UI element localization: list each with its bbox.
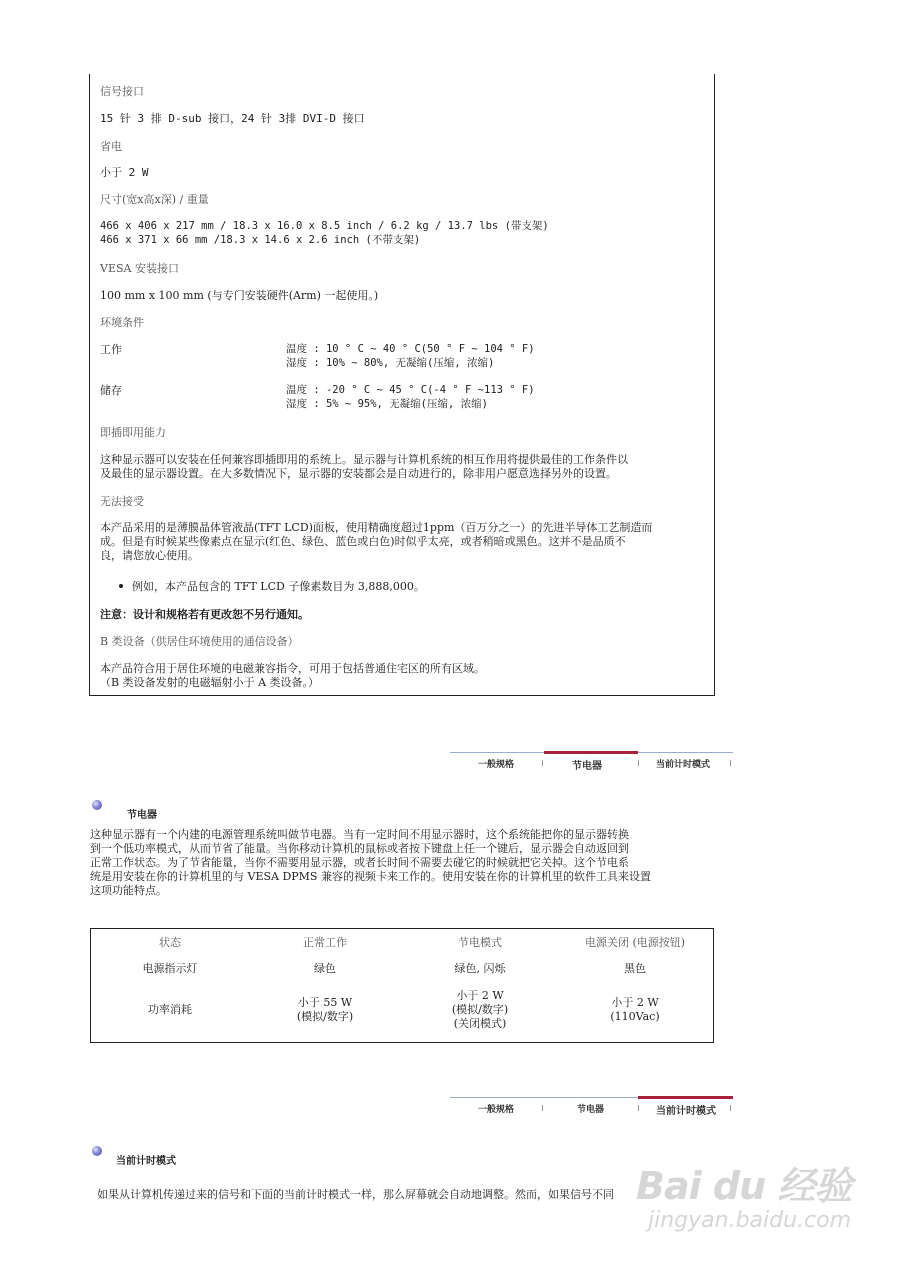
tab-separator	[542, 1105, 543, 1111]
env-store-temp: 温度 : -20 ° C ~ 45 ° C(-4 ° F ~113 ° F)	[286, 384, 535, 396]
classb-text-2: （B 类设备发射的电磁辐射小于 A 类设备。）	[100, 676, 320, 689]
table-cell: (110Vac)	[610, 1010, 660, 1023]
active-tab-highlight	[638, 1096, 733, 1099]
tab-separator	[638, 1105, 639, 1111]
table-cell: (模拟/数字)	[296, 1010, 354, 1023]
tab-separator	[638, 760, 639, 766]
section-bullet-icon	[92, 1146, 102, 1156]
table-cell: 黑色	[624, 962, 646, 975]
unacceptable-text-1: 本产品采用的是薄膜晶体管液晶(TFT LCD)面板，使用精确度超过1ppm（百万分之一）的先进半导体工艺制造而	[100, 521, 653, 534]
env-store-label: 储存	[100, 384, 122, 397]
size-label: 尺寸(宽x高x深) / 重量	[100, 193, 209, 206]
powersaver-text-1: 这种显示器有一个内建的电源管理系统叫做节电器。当有一定时间不用显示器时，这个系统能把你的显示器转换	[90, 828, 629, 841]
baidu-watermark	[636, 1150, 886, 1260]
tab-timing[interactable]: 当前计时模式	[656, 1106, 716, 1117]
table-cell: 绿色, 闪烁	[454, 962, 506, 975]
tab-separator	[730, 760, 731, 766]
env-label: 环境条件	[100, 316, 144, 329]
table-cell: (关闭模式)	[453, 1017, 507, 1030]
powersaver-title: 节电器	[127, 810, 157, 821]
powersaver-text-5: 这项功能特点。	[90, 884, 167, 897]
tab-separator	[730, 1105, 731, 1111]
table-header-off: 电源关闭 (电源按钮)	[584, 936, 686, 949]
active-tab-highlight	[544, 751, 638, 754]
power-value: 小于 2 W	[100, 166, 149, 179]
watermark-logo: Bai du 经验	[636, 1164, 852, 1208]
table-header-saving: 节电模式	[458, 936, 502, 949]
timing-text-1: 如果从计算机传递过来的信号和下面的当前计时模式一样，那么屏幕就会自动地调整。然而，如果信号不同	[97, 1188, 614, 1201]
tab-bar-1	[450, 752, 733, 774]
list-bullet	[119, 584, 123, 588]
size-value-2: 466 x 371 x 66 mm /18.3 x 14.6 x 2.6 inch (不带支架)	[100, 234, 421, 246]
table-cell: 小于 55 W	[297, 996, 353, 1009]
table-cell: 小于 2 W	[611, 996, 659, 1009]
section-bullet-icon	[92, 800, 102, 810]
unacceptable-text-2: 成。但是有时候某些像素点在显示(红色、绿色、蓝色或白色)时似乎太亮，或者稍暗或黑色。这并不是品质不	[100, 535, 626, 548]
tab-general[interactable]: 一般规格	[478, 1105, 515, 1115]
tab-general[interactable]: 一般规格	[478, 760, 515, 770]
tab-powersaver[interactable]: 节电器	[572, 761, 602, 772]
watermark-url: jingyan.baidu.com	[648, 1208, 852, 1233]
size-value-1: 466 x 406 x 217 mm / 18.3 x 16.0 x 8.5 inch / 6.2 kg / 13.7 lbs (带支架)	[100, 220, 549, 232]
tab-timing[interactable]: 当前计时模式	[656, 760, 711, 770]
unacceptable-label: 无法接受	[100, 495, 144, 508]
vesa-value: 100 mm x 100 mm (与专门安装硬件(Arm) 一起使用。)	[100, 289, 379, 302]
table-cell: (模拟/数字)	[451, 1003, 509, 1016]
env-work-temp: 温度 : 10 ° C ~ 40 ° C(50 ° F ~ 104 ° F)	[286, 343, 535, 355]
table-cell: 小于 2 W	[456, 989, 504, 1002]
classb-text-1: 本产品符合用于居住环境的电磁兼容指令，可用于包括普通住宅区的所有区域。	[100, 662, 485, 675]
pnp-label: 即插即用能力	[100, 426, 166, 439]
env-work-hum: 湿度 : 10% ~ 80%, 无凝缩(压缩, 浓缩)	[286, 357, 495, 369]
pnp-text-1: 这种显示器可以安装在任何兼容即插即用的系统上。显示器与计算机系统的相互作用将提供最佳的工作条件以	[100, 453, 628, 466]
tab-powersaver[interactable]: 节电器	[577, 1105, 605, 1115]
tab-bar-2	[450, 1097, 733, 1119]
table-cell: 电源指示灯	[142, 962, 198, 975]
powersaver-text-2: 到一个低功率模式，从而节省了能量。当你移动计算机的鼠标或者按下键盘上任一个键后，显示器会自动返回到	[90, 842, 629, 855]
vesa-label: VESA 安装接口	[100, 262, 179, 275]
notice-text: 注意：设计和规格若有更改恕不另行通知。	[100, 608, 309, 621]
pnp-text-2: 及最佳的显示器设置。在大多数情况下，显示器的安装都会是自动进行的，除非用户愿意选择另外的设置。	[100, 467, 617, 480]
tab-separator	[542, 760, 543, 766]
table-cell: 功率消耗	[148, 1003, 192, 1016]
signal-label: 信号接口	[100, 85, 144, 98]
signal-value: 15 针 3 排 D-sub 接口，24 针 3排 DVI-D 接口	[100, 112, 365, 125]
env-store-hum: 湿度 : 5% ~ 95%, 无凝缩(压缩, 浓缩)	[286, 398, 488, 410]
powersaver-text-3: 正常工作状态。为了节省能量，当你不需要用显示器，或者长时间不需要去碰它的时候就把它关掉。这个节电系	[90, 856, 629, 869]
power-label: 省电	[100, 140, 122, 153]
table-cell: 绿色	[314, 962, 336, 975]
timing-title: 当前计时模式	[116, 1156, 176, 1167]
table-header-normal: 正常工作	[303, 936, 347, 949]
powersaver-text-4: 统是用安装在你的计算机里的与 VESA DPMS 兼容的视频卡来工作的。使用安装在你的计算机里的软件工具来设置	[90, 870, 651, 883]
env-work-label: 工作	[100, 343, 122, 356]
bullet-text: 例如，本产品包含的 TFT LCD 子像素数目为 3,888,000。	[132, 580, 425, 593]
unacceptable-text-3: 良，请您放心使用。	[100, 549, 199, 562]
table-header-state: 状态	[159, 936, 181, 949]
classb-label: B 类设备（供居住环境使用的通信设备）	[100, 635, 299, 648]
